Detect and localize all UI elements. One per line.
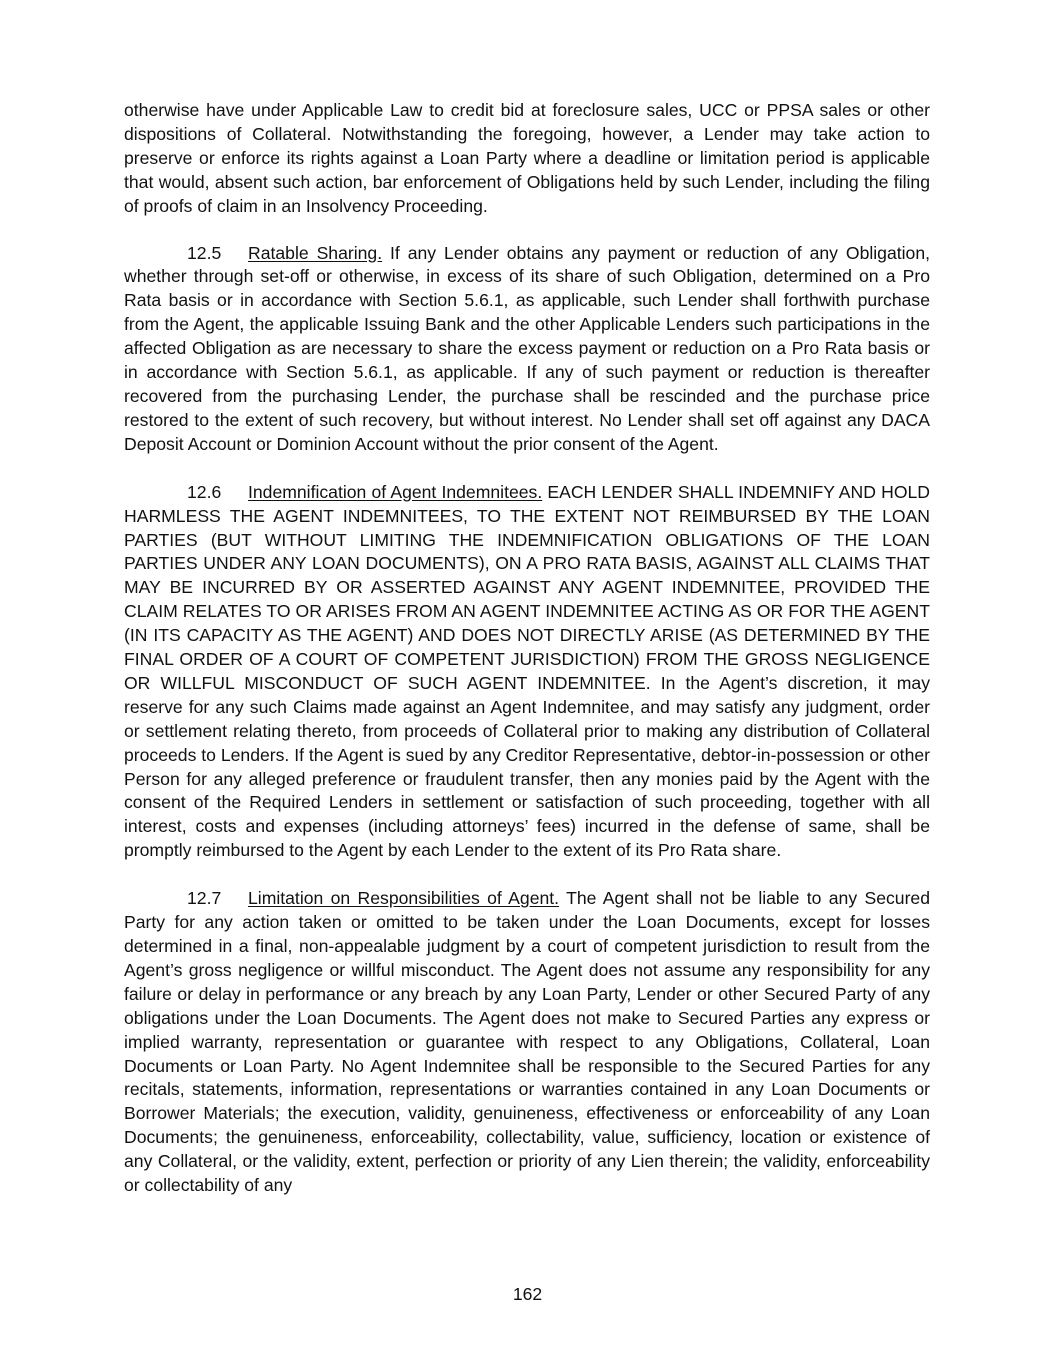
section-title: Ratable Sharing.	[248, 242, 383, 263]
section-12-7	[124, 887, 930, 1198]
section-number: 12.6	[187, 481, 222, 502]
section-body: EACH LENDER SHALL INDEMNIFY AND HOLD HARMLESS THE AGENT INDEMNITEES, TO THE EXTENT NOT REIMBURSED BY THE LOAN PARTIES (BUT WITHOUT LIMITING THE INDEMNIFICATION OBLIGATIONS OF THE LOAN PARTIES UNDER ANY LOAN DOCUMENTS), ON A PRO RATA BASIS, AGAINST ALL CLAIMS THAT MAY BE INCURRED BY OR ASSERTED AGAINST ANY AGENT INDEMNITEE, PROVIDED THE CLAIM RELATES TO OR ARISES FROM AN AGENT INDEMNITEE ACTING AS OR FOR THE AGENT (IN ITS CAPACITY AS THE AGENT) AND DOES NOT DIRECTLY ARISE (AS DETERMINED BY THE FINAL ORDER OF A COURT OF COMPETENT JURISDICTION) FROM THE GROSS NEGLIGENCE OR WILLFUL MISCONDUCT OF SUCH AGENT INDEMNITEE. In the Agent’s discretion, it may reserve for any such Claims made against an Agent Indemnitee, and may satisfy any judgment, order or settlement relating thereto, from proceeds of Collateral prior to making any distribution of Collateral proceeds to Lenders. If the Agent is sued by any Creditor Representative, debtor-in-possession or other Person for any alleged preference or fraudulent transfer, then any monies paid by the Agent with the consent of the Required Lenders in settlement or satisfaction of such proceeding, together with all interest, costs and expenses (including attorneys’ fees) incurred in the defense of same, shall be promptly reimbursed to the Agent by each Lender to the extent of its Pro Rata share.	[124, 481, 930, 861]
section-body: The Agent shall not be liable to any Secured Party for any action taken or omitted to be taken under the Loan Documents, except for losses determined in a final, non-appealable judgment by a court of competent jurisdiction to result from the Agent’s gross negligence or willful misconduct. The Agent does not assume any responsibility for any failure or delay in performance or any breach by any Loan Party, Lender or other Secured Party of any obligations under the Loan Documents. The Agent does not make to Secured Parties any express or implied warranty, representation or guarantee with respect to any Obligations, Collateral, Loan Documents or Loan Party. No Agent Indemnitee shall be responsible to the Secured Parties for any recitals, statements, information, representations or warranties contained in any Loan Documents or Borrower Materials; the execution, validity, genuineness, effectiveness or enforceability of any Loan Documents; the genuineness, enforceability, collectability, value, sufficiency, location or existence of any Collateral, or the validity, extent, perfection or priority of any Lien therein; the validity, enforceability or collectability of any	[124, 888, 930, 1196]
section-title: Limitation on Responsibilities of Agent.	[248, 888, 560, 909]
section-number: 12.7	[187, 888, 222, 909]
page-number: 162	[512, 1284, 543, 1304]
section-12-5	[124, 242, 930, 457]
section-body: If any Lender obtains any payment or reduction of any Obligation, whether through set-off or otherwise, in excess of its share of such Obligation, determined on a Pro Rata basis or in accordance with Section 5.6.1, as applicable, such Lender shall forthwith purchase from the Agent, the applicable Issuing Bank and the other Applicable Lenders such participations in the affected Obligation as are necessary to share the excess payment or reduction on a Pro Rata basis or in accordance with Section 5.6.1, as applicable. If any of such payment or reduction is thereafter recovered from the purchasing Lender, the purchase shall be rescinded and the purchase price restored to the extent of such recovery, but without interest. No Lender shall set off against any DACA Deposit Account or Dominion Account without the prior consent of the Agent.	[124, 242, 930, 454]
section-title: Indemnification of Agent Indemnitees.	[248, 481, 543, 502]
section-12-6	[124, 481, 930, 864]
continuation-paragraph: otherwise have under Applicable Law to credit bid at foreclosure sales, UCC or PPSA sales or other dispositions of Collateral. Notwithstanding the foregoing, however, a Lender may take action to preserve or enforce its rights against a Loan Party where a deadline or limitation period is applicable that would, absent such action, bar enforcement of Obligations held by such Lender, including the filing of proofs of claim in an Insolvency Proceeding.	[124, 100, 930, 216]
document-body	[124, 99, 930, 1222]
section-number: 12.5	[187, 242, 222, 263]
